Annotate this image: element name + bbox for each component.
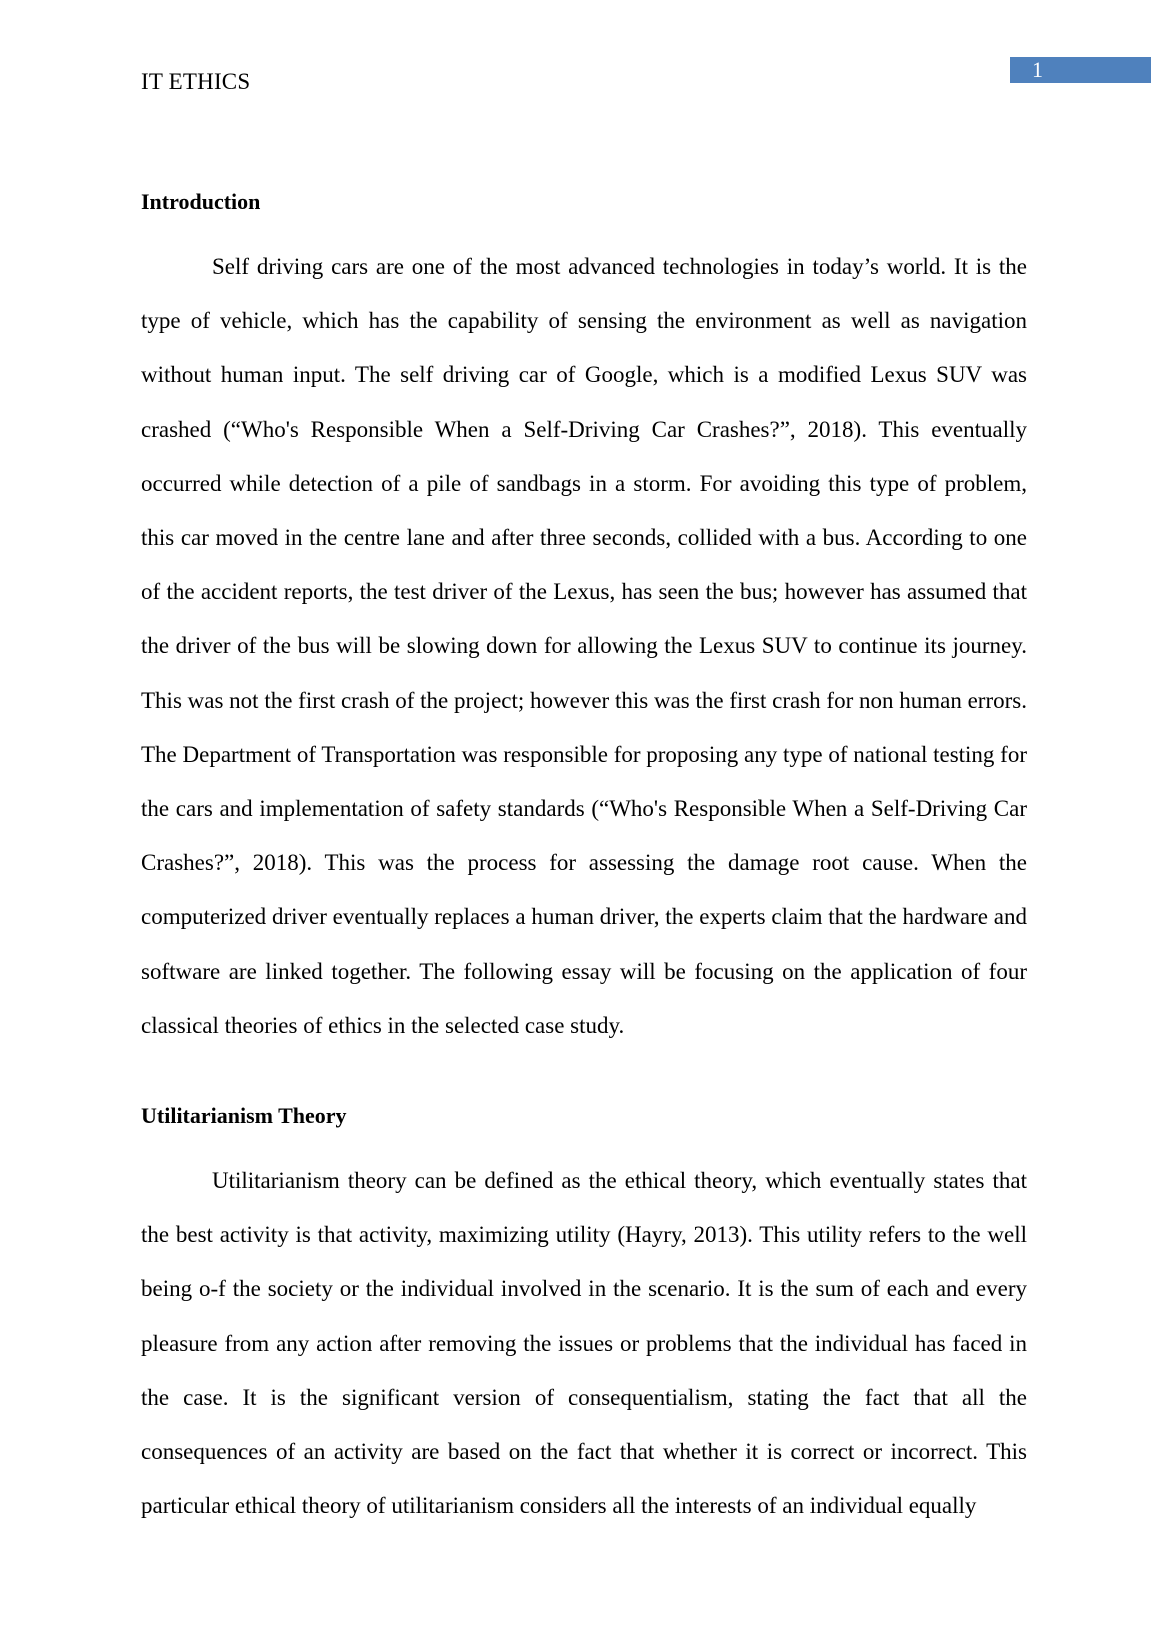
page-number-badge <box>1010 57 1151 83</box>
section-heading-introduction: Introduction <box>141 189 261 214</box>
page-number: 1 <box>1032 57 1043 82</box>
running-head: IT ETHICS <box>141 69 251 94</box>
section-introduction <box>141 188 1027 1053</box>
section-utilitarianism <box>141 1102 1027 1533</box>
section-heading-utilitarianism: Utilitarianism Theory <box>141 1103 347 1128</box>
introduction-paragraph: Self driving cars are one of the most advanced technologies in today’s world. It is the type of vehicle, which has the capability of sensing the environment as well as navigation without human input. The self driving car of Google, which is a modified Lexus SUV was crashed (“Who's Responsible When a Self-Driving Car Crashes?”, 2018). This eventually occurred while detection of a pile of sandbags in a storm. For avoiding this type of problem, this car moved in the centre lane and after three seconds, collided with a bus. According to one of the accident reports, the test driver of the Lexus, has seen the bus; however has assumed that the driver of the bus will be slowing down for allowing the Lexus SUV to continue its journey. This was not the first crash of the project; however this was the first crash for non human errors. The Department of Transportation was responsible for proposing any type of national testing for the cars and implementation of safety standards (“Who's Responsible When a Self-Driving Car Crashes?”, 2018). This was the process for assessing the damage root cause. When the computerized driver eventually replaces a human driver, the experts claim that the hardware and software are linked together. The following essay will be focusing on the application of four classical theories of ethics in the selected case study. <box>141 254 1027 1038</box>
utilitarianism-paragraph: Utilitarianism theory can be defined as the ethical theory, which eventually states that the best activity is that activity, maximizing utility (Hayry, 2013). This utility refers to the well being o-f the society or the individual involved in the scenario. It is the sum of each and every pleasure from any action after removing the issues or problems that the individual has faced in the case. It is the significant version of consequentialism, stating the fact that all the consequences of an activity are based on the fact that whether it is correct or incorrect. This particular ethical theory of utilitarianism considers all the interests of an individual equally <box>141 1168 1027 1519</box>
